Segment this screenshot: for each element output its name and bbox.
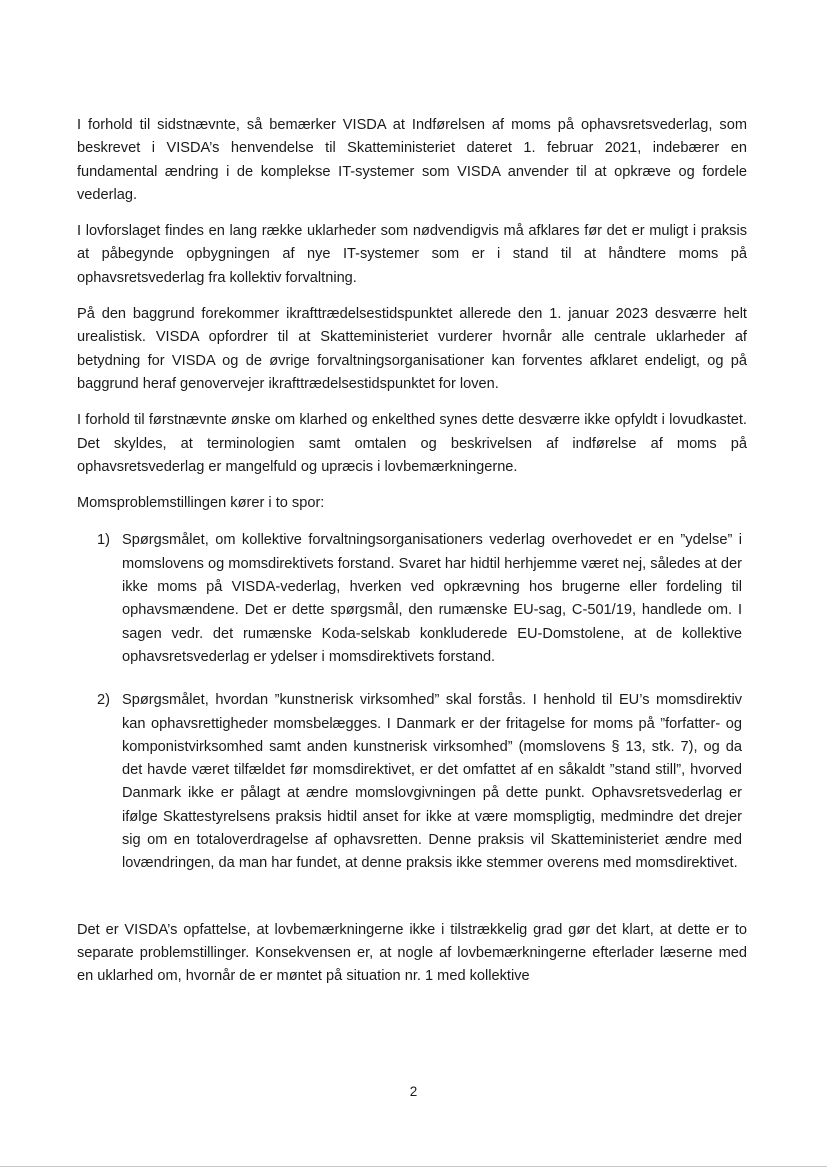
list-item-text: Spørgsmålet, om kollektive forvaltningsorganisationers vederlag overhovedet er en ”ydelse” i momslovens og momsdirektivets forstand. Svaret har hidtil herhjemme været nej, således at der ikke moms på VISDA-vederlag, hverken ved opkrævning hos brugerne eller fordeling til ophavsmændene. Det er dette spørgsmål, den rumænske EU-sag, C-501/19, handlede om. I sagen vedr. det rumænske Koda-selskab konkluderede EU-Domstolene, at de kollektive ophavsretsvederlag er ydelser i momsdirektivets forstand. xyxy=(122,532,742,665)
list-item-number: 1) xyxy=(97,532,110,549)
paragraph-clarity: I forhold til førstnævnte ønske om klarhed og enkelthed synes dette desværre ikke opfyldt i lovudkastet. Det skyldes, at terminologien samt omtalen og beskrivelsen af indførelse af moms på ophavsretsvederlag er mangelfuld og upræcis i lovbemærkningerne. xyxy=(77,412,747,475)
paragraph-effective-date: På den baggrund forekommer ikrafttrædelsestidspunktet allerede den 1. januar 2023 desværre helt urealistisk. VISDA opfordrer til at Skatteministeriet vurderer hvornår alle centrale uklarheder af betydning for VISDA og de øvrige forvaltningsorganisationer kan forventes afklaret endeligt, og på baggrund heraf genovervejer ikrafttrædelsestidspunktet for loven. xyxy=(77,306,747,392)
list-item xyxy=(77,689,747,875)
paragraph-uncertainties: I lovforslaget findes en lang række uklarheder som nødvendigvis må afklares før det er muligt i praksis at påbegynde opbygningen af nye IT-systemer som er i stand til at håndtere moms på ophavsretsvederlag fra kollektiv forvaltning. xyxy=(77,223,747,286)
list-item-text: Spørgsmålet, hvordan ”kunstnerisk virksomhed” skal forstås. I henhold til EU’s momsdirektiv kan ophavsrettigheder momsbelægges. I Danmark er der fritagelse for moms på ”forfatter- og komponistvirksomhed samt anden kunstnerisk virksomhed” (momslovens § 13, stk. 7), og da det havde været tilfældet før momsdirektivet, er det omfattet af en såkaldt ”stand still”, hvorved Danmark ikke er pålagt at ændre momslovgivningen på dette punkt. Ophavsretsvederlag er ifølge Skattestyrelsens praksis hidtil anset for ikke at være momspligtig, medmindre det drejer sig om en totaloverdragelse af ophavsretten. Denne praksis vil Skatteministeriet ændre med lovændringen, da man har fundet, at denne praksis ikke stemmer overens med momsdirektivet. xyxy=(122,692,742,872)
list-item-number: 2) xyxy=(97,692,110,709)
numbered-list xyxy=(77,529,747,875)
list-item xyxy=(77,529,747,669)
page-bottom-divider xyxy=(0,1166,827,1167)
list-intro: Momsproblemstillingen kører i to spor: xyxy=(77,495,325,512)
page-body xyxy=(77,114,747,1002)
paragraph-conclusion: Det er VISDA’s opfattelse, at lovbemærkningerne ikke i tilstrækkelig grad gør det klart, at dette er to separate problemstillinger. Konsekvensen er, at nogle af lovbemærkningerne efterlader læserne med en uklarhed om, hvornår de er møntet på situation nr. 1 med kollektive xyxy=(77,921,747,985)
paragraph-it-systems: I forhold til sidstnævnte, så bemærker VISDA at Indførelsen af moms på ophavsretsvederlag, som beskrevet i VISDA’s henvendelse til Skatteministeriet dateret 1. februar 2021, indebærer en fundamental ændring i de komplekse IT-systemer som VISDA anvender til at opkræve og fordele vederlag. xyxy=(77,117,747,203)
page-number: 2 xyxy=(409,1084,418,1099)
